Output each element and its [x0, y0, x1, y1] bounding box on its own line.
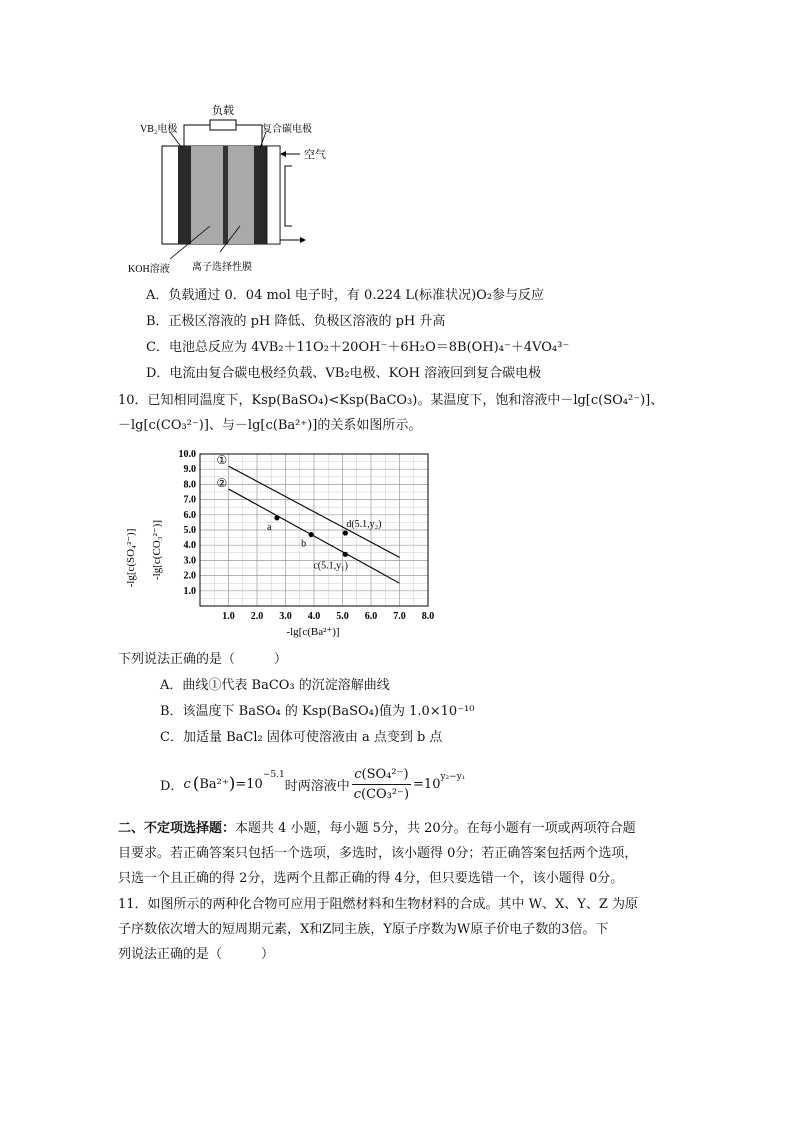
y-tick-label: 5.0 [183, 525, 196, 536]
air-channel [267, 146, 280, 244]
carbon-electrode [254, 146, 267, 244]
koh-label: KOH溶液 [128, 264, 170, 275]
q9-option-a: A．负载通过 0．04 mol 电子时，有 0.224 L(标准状况)O₂参与反应 [146, 288, 545, 303]
den-c: c [353, 786, 361, 802]
q9-option-c: C．电池总反应为 4VB₂＋11O₂＋20OH⁻＋6H₂O＝8B(OH)₄⁻＋4VO₄³⁻ [146, 340, 570, 355]
vb2-electrode [178, 146, 191, 244]
x-tick-label: 7.0 [393, 611, 406, 622]
section2-heading: 二、不定项选择题： [118, 821, 236, 836]
x-axis-label: -lg[c(Ba²⁺)] [286, 626, 340, 638]
data-point [309, 532, 314, 537]
num-so4: SO₄²⁻ [366, 766, 404, 782]
q10-stem-line2: －lg[c(CO₃²⁻)]、与－lg[c(Ba²⁺)]的关系如图所示。 [118, 418, 422, 433]
air-out-arrowhead [300, 237, 306, 243]
carbon-electrode-label: 复合碳电极 [262, 124, 312, 135]
fraction-bar [352, 784, 411, 785]
battery-diagram [120, 96, 360, 276]
y-tick-label: 1.0 [183, 585, 196, 597]
x-tick-label: 1.0 [222, 611, 235, 622]
data-point [343, 552, 348, 557]
load-resistor [210, 120, 236, 130]
q10-option-b: B．该温度下 BaSO₄ 的 Ksp(BaSO₄)值为 1.0×10⁻¹⁰ [160, 704, 475, 719]
fraction-numerator: c(SO₄²⁻) [354, 766, 409, 782]
q9-option-d: D．电流由复合碳电极经负载、VB₂电极、KOH 溶液回到复合碳电极 [146, 366, 542, 381]
q10-option-d [160, 758, 465, 810]
y-tick-label: 10.0 [178, 449, 196, 460]
option-d-eq: =10 [235, 776, 263, 792]
series-label-1: ① [216, 453, 228, 468]
air-label: 空气 [304, 149, 326, 161]
y-axis-label-inner: -lg[c(CO₃²⁻)] [151, 520, 163, 580]
x-tick-label: 8.0 [421, 611, 435, 622]
air-bracket [285, 166, 292, 226]
cathode-region [228, 146, 254, 244]
vb2-electrode-label: VB₂电极 [140, 124, 178, 135]
external-wire [184, 125, 210, 146]
paren-close: ) [228, 774, 236, 794]
x-tick-label: 6.0 [364, 611, 378, 622]
y-tick-label: 6.0 [183, 509, 196, 521]
num-c: c [354, 766, 362, 782]
q11-line1: 11．如图所示的两种化合物可应用于阻燃材料和生物材料的合成。其中 W、X、Y、Z 为原 [118, 897, 639, 912]
koh-region [191, 146, 223, 244]
y-tick-label: 7.0 [183, 494, 196, 506]
q9-option-b: B．正极区溶液的 pH 降低、负极区溶液的 pH 升高 [146, 314, 446, 329]
section2-line1 [118, 820, 678, 838]
option-d-rhs-exp: y₂−y₁ [440, 772, 466, 782]
den-co3: CO₃²⁻ [366, 786, 404, 802]
y-tick-label: 2.0 [183, 570, 196, 582]
x-tick-label: 4.0 [307, 611, 321, 622]
x-tick-label: 5.0 [336, 611, 349, 622]
external-wire-right [236, 125, 262, 146]
option-d-exp: −5.1 [262, 770, 285, 780]
data-point [274, 515, 279, 520]
q10-stem-line1: 10．已知相同温度下，Ksp(BaSO₄)<Ksp(BaCO₃)。某温度下，饱和溶液中－lg[c(SO₄²⁻)]、 [118, 393, 664, 408]
q10-option-a: A．曲线①代表 BaCO₃ 的沉淀溶解曲线 [160, 678, 390, 693]
paren-open: ( [192, 774, 200, 794]
q11-line2: 子序数依次增大的短周期元素，X和Z同主族，Y原子序数为W原子价电子数的3倍。下 [118, 922, 609, 937]
q10-option-c: C．加适量 BaCl₂ 固体可使溶液由 a 点变到 b 点 [160, 730, 443, 745]
y-tick-label: 3.0 [183, 555, 196, 567]
section2-line3: 只选一个且正确的得 2分，选两个且都正确的得 4分，但只要选错一个，该小题得 0分。 [118, 871, 624, 886]
option-d-ba: Ba²⁺ [199, 776, 229, 792]
q10-prompt: 下列说法正确的是（ ） [118, 652, 288, 667]
section2-line1-rest: 本题共 4 小题，每小题 5分，共 20分。在每小题有一项或两项符合题 [235, 821, 636, 836]
y-tick-label: 8.0 [183, 479, 196, 491]
q11-line3: 列说法正确的是（ ） [118, 947, 275, 962]
fraction-denominator: c(CO₃²⁻) [353, 786, 410, 802]
load-label: 负载 [212, 105, 234, 117]
section2-line2: 目要求。若正确答案只包括一个选项，多选时，该小题得 0分；若正确答案包括两个选项， [118, 846, 638, 861]
x-tick-label: 2.0 [250, 611, 264, 622]
y-tick-label: 4.0 [183, 540, 196, 552]
option-d-prefix: D． [160, 778, 184, 794]
point-label: d(5.1,y₂) [346, 519, 382, 531]
q10-chart [118, 446, 448, 646]
y-tick-label: 9.0 [183, 464, 196, 476]
series-label-2: ② [216, 475, 228, 490]
option-d-rhs: =10 [413, 776, 441, 792]
data-point [343, 530, 348, 535]
y-axis-label-outer: -lg[c(SO₄²⁻)] [125, 528, 137, 588]
ion-membrane [223, 146, 228, 244]
air-in-arrowhead [280, 151, 286, 157]
x-tick-label: 3.0 [279, 611, 292, 622]
point-label: a [266, 521, 272, 533]
option-d-fraction [352, 767, 411, 802]
option-d-mid: 时两溶液中 [284, 778, 350, 794]
membrane-label: 离子选择性膜 [192, 262, 252, 273]
point-label: b [301, 538, 307, 550]
option-d-c: c [183, 776, 191, 792]
point-label: c(5.1,y₁) [313, 560, 348, 572]
